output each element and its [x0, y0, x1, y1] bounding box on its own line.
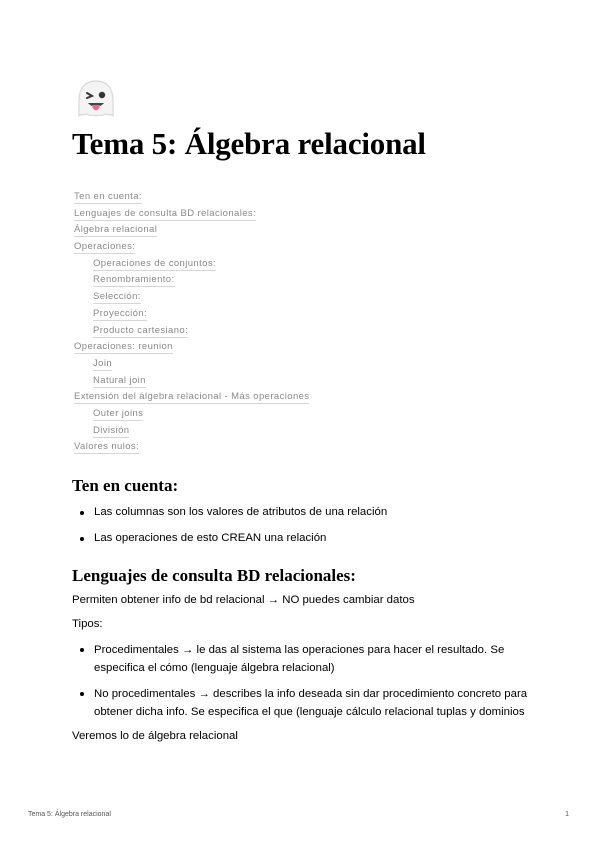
- paragraph: Permiten obtener info de bd relacional → NO puedes cambiar datos: [72, 594, 415, 606]
- bullet-icon: [80, 511, 84, 515]
- paragraph: Tipos:: [72, 618, 103, 630]
- toc-item[interactable]: [74, 206, 534, 223]
- toc-item[interactable]: [74, 323, 534, 340]
- toc-link[interactable]: Operaciones de conjuntos:: [93, 257, 217, 269]
- toc-item[interactable]: [74, 306, 534, 323]
- footer-title: Tema 5: Álgebra relacional: [28, 811, 111, 818]
- section-heading-lenguajes: Lenguajes de consulta BD relacionales:: [72, 566, 356, 585]
- bullet-list: [72, 641, 542, 729]
- toc-item[interactable]: [74, 439, 534, 456]
- page-title: Tema 5: Álgebra relacional: [72, 126, 426, 161]
- bullet-icon: [80, 537, 84, 541]
- toc-link[interactable]: Ten en cuenta:: [74, 191, 142, 202]
- toc-link[interactable]: Natural join: [93, 374, 146, 386]
- paragraph: Veremos lo de álgebra relacional: [72, 730, 238, 742]
- toc-link[interactable]: Lenguajes de consulta BD relacionales:: [74, 207, 257, 219]
- table-of-contents: [74, 189, 534, 456]
- toc-link[interactable]: Operaciones:: [74, 241, 136, 253]
- toc-link[interactable]: Álgebra relacional: [74, 224, 158, 236]
- page-number: 1: [565, 811, 569, 818]
- toc-item[interactable]: [74, 423, 534, 440]
- toc-item[interactable]: [74, 239, 534, 256]
- toc-item[interactable]: [74, 289, 534, 306]
- bullet-list: [72, 504, 532, 556]
- toc-item[interactable]: [74, 373, 534, 390]
- list-item: [72, 685, 542, 721]
- bullet-icon: [80, 648, 84, 652]
- toc-link[interactable]: Proyección:: [93, 307, 148, 319]
- toc-item[interactable]: [74, 389, 534, 406]
- toc-link[interactable]: Renombramiento:: [93, 274, 175, 286]
- toc-link[interactable]: Selección:: [93, 291, 141, 303]
- toc-item[interactable]: [74, 339, 534, 356]
- section-heading-ten-en-cuenta: Ten en cuenta:: [72, 476, 179, 495]
- toc-item[interactable]: [74, 272, 534, 289]
- toc-link[interactable]: Extensión del álgebra relacional - Más operaciones: [74, 391, 310, 403]
- toc-link[interactable]: Operaciones: reunion: [74, 341, 173, 353]
- list-item: [72, 530, 532, 556]
- list-item-text: No procedimentales → describes la info deseada sin dar procedimiento concreto para obtener dicha info. Se especifica el que (lenguaje cálculo relacional tuplas y dominios: [94, 688, 528, 718]
- list-item-text: Las columnas son los valores de atributos de una relación: [94, 506, 388, 518]
- toc-link[interactable]: Join: [93, 357, 113, 369]
- toc-item[interactable]: [74, 189, 534, 206]
- toc-link[interactable]: Outer joins: [93, 407, 144, 419]
- ghost-emoji-icon: [74, 78, 118, 122]
- toc-link[interactable]: Producto cartesiano:: [93, 324, 189, 336]
- list-item: [72, 641, 542, 677]
- toc-item[interactable]: [74, 222, 534, 239]
- toc-link[interactable]: División: [93, 424, 130, 436]
- toc-link[interactable]: Valores nulos:: [74, 441, 140, 453]
- list-item: [72, 504, 532, 530]
- list-item-text: Las operaciones de esto CREAN una relación: [94, 532, 327, 544]
- toc-item[interactable]: [74, 256, 534, 273]
- bullet-icon: [80, 692, 84, 696]
- toc-item[interactable]: [74, 406, 534, 423]
- list-item-text: Procedimentales → le das al sistema las operaciones para hacer el resultado. Se especifica el cómo (lenguaje álgebra relacional): [94, 644, 505, 674]
- toc-item[interactable]: [74, 356, 534, 373]
